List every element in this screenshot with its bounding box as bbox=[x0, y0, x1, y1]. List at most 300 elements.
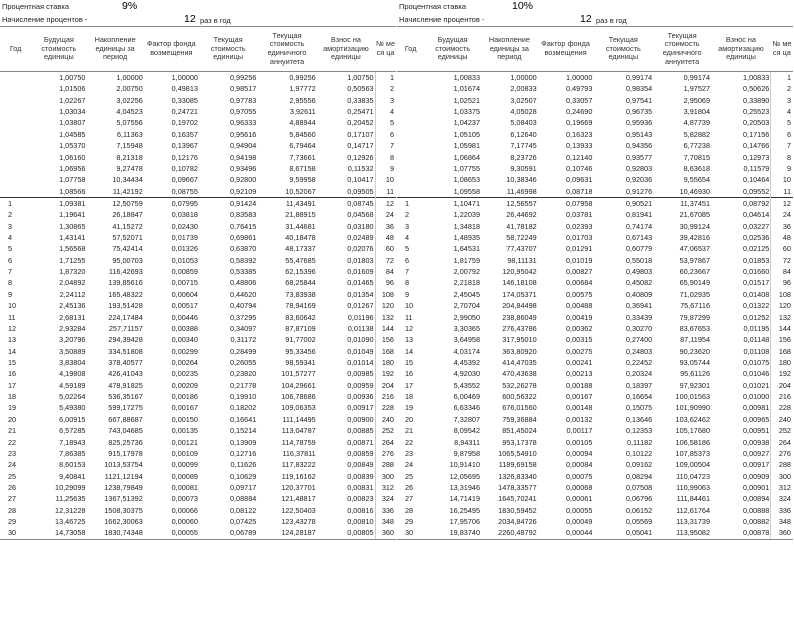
cell-annuity-present-value: 3,91804 bbox=[683, 107, 711, 117]
cell-future-value: 16,25495 bbox=[449, 505, 481, 515]
cell-year: 4 bbox=[8, 233, 13, 243]
cell-annuity-present-value: 106,78686 bbox=[281, 392, 316, 402]
cell-accumulation: 193,51428 bbox=[108, 301, 143, 311]
cell-sinking-fund-factor: 0,00446 bbox=[171, 312, 198, 322]
cell-amortization-payment: 0,00805 bbox=[317, 527, 375, 539]
cell-present-value: 0,21778 bbox=[229, 380, 257, 390]
cell-present-value: 0,12716 bbox=[229, 448, 257, 458]
cell-accumulation: 4,04523 bbox=[116, 107, 143, 117]
cell-sinking-fund-factor: 0,00075 bbox=[566, 471, 593, 481]
cell-annuity-present-value: 4,88944 bbox=[289, 118, 316, 128]
cell-future-value: 1,08566 bbox=[59, 186, 86, 196]
cell-future-value: 1,81759 bbox=[453, 255, 481, 265]
cell-accumulation: 5,07556 bbox=[116, 118, 143, 128]
cell-accumulation: 224,17484 bbox=[108, 312, 143, 322]
cell-amortization-payment: 1,00833 bbox=[742, 73, 770, 82]
cell-annuity-present-value: 105,17680 bbox=[675, 426, 711, 436]
cell-year: 7 bbox=[8, 267, 13, 277]
cell-annuity-present-value: 98,59341 bbox=[285, 357, 316, 367]
cell-accumulation: 2034,84726 bbox=[498, 517, 537, 527]
cell-future-value: 1,01506 bbox=[59, 84, 86, 94]
cell-amortization-payment: 0,00909 bbox=[742, 471, 770, 481]
cell-year bbox=[397, 186, 424, 198]
cell-present-value: 0,74174 bbox=[625, 221, 653, 231]
cell-month-number: 252 bbox=[771, 425, 793, 436]
cell-annuity-present-value: 104,29661 bbox=[281, 380, 316, 390]
annual-row bbox=[397, 209, 793, 220]
cell-month-number: 336 bbox=[375, 505, 396, 516]
cell-present-value: 0,08122 bbox=[229, 505, 257, 515]
cell-future-value: 6,00469 bbox=[453, 392, 481, 402]
column-header-month-number: № ме ся ца bbox=[375, 27, 396, 72]
cell-sinking-fund-factor: 0,01019 bbox=[566, 255, 593, 265]
cell-sinking-fund-factor: 0,33085 bbox=[171, 95, 198, 105]
cell-present-value: 0,44620 bbox=[229, 289, 257, 299]
cell-amortization-payment: 0,00882 bbox=[742, 517, 770, 527]
cell-amortization-payment: 0,50626 bbox=[742, 84, 770, 94]
cell-sinking-fund-factor: 0,00827 bbox=[566, 267, 593, 277]
cell-present-value: 0,97541 bbox=[625, 95, 653, 105]
cell-amortization-payment: 0,01021 bbox=[742, 380, 770, 390]
cell-month-number: 216 bbox=[771, 391, 793, 402]
cell-present-value: 0,11182 bbox=[626, 437, 653, 447]
annual-row bbox=[397, 197, 793, 209]
table-panel-right bbox=[397, 0, 793, 540]
cell-sinking-fund-factor: 0,00517 bbox=[171, 301, 198, 311]
cell-accumulation: 116,42693 bbox=[108, 267, 143, 277]
cell-annuity-present-value: 95,61126 bbox=[680, 369, 711, 379]
cell-accumulation: 26,44692 bbox=[506, 210, 537, 220]
cell-accumulation: 378,40577 bbox=[108, 357, 143, 367]
cell-month-number: 228 bbox=[771, 402, 793, 413]
cell-sinking-fund-factor: 0,24721 bbox=[171, 107, 198, 117]
cell-month-number: 2 bbox=[771, 83, 793, 94]
cell-year: 21 bbox=[405, 426, 414, 436]
annual-row bbox=[397, 505, 793, 516]
cell-sinking-fund-factor: 0,00105 bbox=[566, 437, 593, 447]
cell-sinking-fund-factor: 0,00264 bbox=[171, 357, 198, 367]
cell-future-value: 1,56568 bbox=[59, 244, 86, 254]
monthly-row bbox=[0, 117, 396, 128]
cell-annuity-present-value: 91,77002 bbox=[285, 335, 316, 345]
monthly-row bbox=[0, 72, 396, 84]
cell-amortization-payment: 0,00894 bbox=[742, 494, 770, 504]
cell-annuity-present-value: 112,61764 bbox=[676, 505, 711, 515]
cell-accumulation: 759,36884 bbox=[502, 414, 537, 424]
cell-amortization-payment: 0,12926 bbox=[347, 152, 374, 162]
cell-annuity-present-value: 40,18478 bbox=[285, 233, 316, 243]
cell-future-value: 1,30865 bbox=[59, 221, 86, 231]
cell-amortization-payment: 0,00917 bbox=[347, 403, 374, 413]
cell-annuity-present-value: 111,14495 bbox=[282, 414, 316, 424]
cell-accumulation: 3,02256 bbox=[116, 95, 143, 105]
cell-month-number: 108 bbox=[771, 289, 793, 300]
cell-annuity-present-value: 1,97527 bbox=[683, 84, 711, 94]
cell-month-number: 120 bbox=[375, 300, 396, 311]
cell-annuity-present-value: 103,62462 bbox=[675, 414, 711, 424]
cell-year: 26 bbox=[8, 482, 17, 492]
cell-future-value: 11,25635 bbox=[55, 494, 86, 504]
cell-sinking-fund-factor: 0,00081 bbox=[171, 482, 198, 492]
cell-present-value: 0,83583 bbox=[229, 210, 257, 220]
annual-row bbox=[397, 527, 793, 539]
cell-year: 2 bbox=[8, 210, 13, 220]
cell-present-value: 0,92800 bbox=[229, 175, 257, 185]
cell-month-number: 5 bbox=[375, 117, 396, 128]
annual-row bbox=[397, 402, 793, 413]
cell-amortization-payment: 0,50563 bbox=[347, 84, 374, 94]
cell-sinking-fund-factor: 0,00419 bbox=[566, 312, 593, 322]
cell-amortization-payment: 0,17156 bbox=[742, 129, 770, 139]
cell-month-number: 348 bbox=[771, 516, 793, 527]
cell-month-number: 48 bbox=[375, 232, 396, 243]
cell-year: 20 bbox=[405, 414, 414, 424]
cell-annuity-present-value: 21,67085 bbox=[679, 210, 711, 220]
column-header-amortization-payment: Взнос на амортизацию единицы bbox=[317, 27, 375, 72]
rate-value: 10% bbox=[512, 0, 534, 12]
cell-accumulation: 851,45024 bbox=[502, 426, 537, 436]
cell-present-value: 0,94904 bbox=[229, 141, 257, 151]
annual-row bbox=[397, 243, 793, 254]
cell-sinking-fund-factor: 0,00167 bbox=[171, 403, 198, 413]
cell-future-value: 14,71419 bbox=[449, 494, 481, 504]
cell-year: 16 bbox=[8, 369, 17, 379]
periods-value: 12 bbox=[580, 13, 592, 25]
cell-month-number: 60 bbox=[771, 243, 793, 254]
cell-sinking-fund-factor: 0,08755 bbox=[171, 186, 198, 196]
cell-annuity-present-value: 6,77238 bbox=[683, 141, 711, 151]
cell-accumulation: 953,17378 bbox=[502, 437, 537, 447]
annual-row bbox=[397, 266, 793, 277]
cell-future-value: 3,83804 bbox=[59, 357, 86, 367]
cell-year: 10 bbox=[405, 301, 414, 311]
cell-year: 12 bbox=[8, 323, 17, 333]
cell-accumulation: 165,48322 bbox=[108, 289, 143, 299]
cell-annuity-present-value: 9,59958 bbox=[289, 175, 316, 185]
cell-present-value: 0,16641 bbox=[229, 414, 257, 424]
cell-year: 25 bbox=[405, 471, 414, 481]
cell-annuity-present-value: 87,87109 bbox=[285, 323, 316, 333]
cell-year: 17 bbox=[8, 380, 17, 390]
annual-row bbox=[0, 505, 396, 516]
cell-accumulation: 8,23726 bbox=[510, 152, 537, 162]
cell-annuity-present-value: 106,58186 bbox=[675, 437, 711, 447]
cell-sinking-fund-factor: 0,13967 bbox=[171, 141, 198, 151]
cell-present-value: 0,40809 bbox=[625, 289, 653, 299]
cell-accumulation: 146,18108 bbox=[502, 278, 537, 288]
annual-row bbox=[397, 232, 793, 243]
cell-month-number: 204 bbox=[375, 380, 396, 391]
monthly-row bbox=[397, 83, 793, 94]
cell-amortization-payment: 0,03180 bbox=[347, 221, 374, 231]
cell-accumulation: 77,43707 bbox=[506, 244, 537, 254]
cell-month-number: 7 bbox=[771, 140, 793, 151]
cell-present-value: 0,36941 bbox=[625, 301, 653, 311]
cell-annuity-present-value: 10,52067 bbox=[285, 186, 316, 196]
cell-present-value: 0,12353 bbox=[625, 426, 653, 436]
cell-future-value: 6,63346 bbox=[453, 403, 481, 413]
cell-sinking-fund-factor: 0,00135 bbox=[171, 426, 198, 436]
cell-month-number: 72 bbox=[771, 255, 793, 266]
column-header-accumulation: Накопление единицы за период bbox=[86, 27, 143, 72]
cell-present-value: 0,06789 bbox=[199, 527, 257, 539]
annual-row bbox=[397, 300, 793, 311]
annual-row bbox=[397, 357, 793, 368]
cell-annuity-present-value: 111,84461 bbox=[676, 494, 711, 504]
column-header-year: Год bbox=[0, 27, 31, 72]
cell-present-value: 0,53385 bbox=[229, 267, 257, 277]
monthly-row bbox=[0, 163, 396, 174]
cell-future-value: 1,02521 bbox=[453, 95, 481, 105]
cell-accumulation: 1326,83340 bbox=[498, 471, 537, 481]
cell-month-number: 96 bbox=[771, 277, 793, 288]
cell-annuity-present-value: 117,83222 bbox=[281, 460, 316, 470]
monthly-row bbox=[0, 129, 396, 140]
cell-future-value: 7,86385 bbox=[59, 448, 86, 458]
cell-month-number: 168 bbox=[375, 346, 396, 357]
annual-row bbox=[0, 357, 396, 368]
cell-annuity-present-value: 21,88915 bbox=[285, 210, 316, 220]
cell-present-value: 0,49803 bbox=[625, 267, 653, 277]
cell-accumulation: 276,43786 bbox=[502, 323, 537, 333]
cell-amortization-payment: 0,01075 bbox=[742, 357, 770, 367]
cell-sinking-fund-factor: 0,19702 bbox=[171, 118, 198, 128]
cell-year bbox=[0, 163, 31, 174]
cell-present-value: 0,26055 bbox=[229, 357, 257, 367]
cell-month-number: 312 bbox=[375, 482, 396, 493]
cell-year: 28 bbox=[8, 505, 17, 515]
cell-amortization-payment: 0,01322 bbox=[742, 301, 770, 311]
cell-future-value: 9,87958 bbox=[453, 448, 481, 458]
annual-row bbox=[0, 482, 396, 493]
cell-annuity-present-value: 62,15396 bbox=[285, 267, 316, 277]
cell-amortization-payment: 0,01660 bbox=[742, 267, 770, 277]
cell-year bbox=[397, 140, 424, 151]
cell-annuity-present-value: 122,50403 bbox=[281, 505, 316, 515]
cell-year: 27 bbox=[405, 494, 414, 504]
cell-year: 27 bbox=[8, 494, 17, 504]
cell-amortization-payment: 0,25523 bbox=[742, 107, 770, 117]
cell-year: 5 bbox=[8, 244, 13, 254]
cell-year bbox=[0, 140, 31, 151]
cell-present-value: 0,98354 bbox=[625, 84, 653, 94]
cell-amortization-payment: 0,04614 bbox=[742, 210, 770, 220]
cell-year: 13 bbox=[405, 335, 414, 345]
column-header-annuity-present-value: Текущая стоимость единичного аннуитета bbox=[257, 27, 316, 72]
cell-present-value: 0,76415 bbox=[229, 221, 257, 231]
cell-annuity-present-value: 68,25844 bbox=[285, 278, 316, 288]
cell-sinking-fund-factor: 0,00575 bbox=[566, 289, 593, 299]
cell-accumulation: 2,00833 bbox=[510, 84, 537, 94]
cell-accumulation: 317,95010 bbox=[502, 335, 537, 345]
annual-row bbox=[0, 334, 396, 345]
cell-sinking-fund-factor: 0,00150 bbox=[171, 414, 198, 424]
cell-accumulation: 11,42192 bbox=[112, 186, 143, 196]
cell-present-value: 0,96735 bbox=[625, 107, 653, 117]
cell-sinking-fund-factor: 0,00186 bbox=[171, 392, 198, 402]
annual-row bbox=[0, 289, 396, 300]
cell-future-value: 8,60153 bbox=[59, 460, 86, 470]
cell-present-value: 0,37295 bbox=[229, 312, 257, 322]
cell-amortization-payment: 0,25471 bbox=[347, 107, 374, 117]
cell-present-value: 0,67143 bbox=[625, 233, 653, 243]
cell-amortization-payment: 0,01408 bbox=[742, 289, 770, 299]
cell-present-value: 0,30270 bbox=[625, 323, 653, 333]
cell-future-value: 1,07755 bbox=[453, 163, 481, 173]
cell-future-value: 5,49380 bbox=[59, 403, 86, 413]
header-row bbox=[397, 27, 793, 72]
cell-accumulation: 10,34434 bbox=[112, 175, 143, 185]
annual-row bbox=[0, 448, 396, 459]
cell-future-value: 4,92030 bbox=[453, 369, 481, 379]
cell-present-value: 0,07425 bbox=[229, 517, 257, 527]
cell-amortization-payment: 0,01196 bbox=[347, 312, 374, 322]
cell-present-value: 0,19910 bbox=[229, 392, 257, 402]
cell-annuity-present-value: 101,90990 bbox=[675, 403, 711, 413]
cell-present-value: 0,28499 bbox=[229, 346, 257, 356]
cell-annuity-present-value: 120,37701 bbox=[281, 482, 316, 492]
cell-amortization-payment: 0,00823 bbox=[347, 494, 374, 504]
cell-future-value: 1,06160 bbox=[59, 152, 86, 162]
cell-future-value: 1,10471 bbox=[424, 197, 481, 209]
cell-accumulation: 5,08403 bbox=[510, 118, 537, 128]
cell-year: 14 bbox=[405, 346, 414, 356]
column-header-present-value: Текущая стоимость единицы bbox=[199, 27, 257, 72]
cell-accumulation: 1645,70241 bbox=[498, 494, 537, 504]
cell-year bbox=[0, 174, 31, 185]
cell-sinking-fund-factor: 0,24690 bbox=[566, 107, 593, 117]
cell-future-value: 1,71255 bbox=[59, 255, 86, 265]
cell-month-number: 72 bbox=[375, 255, 396, 266]
cell-amortization-payment: 0,01090 bbox=[347, 335, 374, 345]
cell-present-value: 0,10122 bbox=[625, 448, 653, 458]
cell-present-value: 0,09162 bbox=[625, 460, 653, 470]
cell-annuity-present-value: 110,04723 bbox=[676, 471, 711, 481]
cell-future-value: 14,73058 bbox=[31, 527, 86, 539]
cell-amortization-payment: 0,01354 bbox=[347, 289, 374, 299]
cell-month-number: 9 bbox=[771, 163, 793, 174]
cell-sinking-fund-factor: 0,00684 bbox=[566, 278, 593, 288]
cell-annuity-present-value: 0,99256 bbox=[289, 73, 316, 82]
cell-month-number: 8 bbox=[771, 152, 793, 163]
cell-amortization-payment: 0,01049 bbox=[347, 346, 374, 356]
cell-annuity-present-value: 101,57277 bbox=[281, 369, 316, 379]
cell-amortization-payment: 0,00981 bbox=[742, 403, 770, 413]
cell-year: 29 bbox=[8, 517, 17, 527]
cell-future-value: 12,31228 bbox=[55, 505, 86, 515]
annual-row bbox=[0, 471, 396, 482]
cell-future-value: 2,45136 bbox=[59, 301, 86, 311]
cell-sinking-fund-factor: 0,00089 bbox=[171, 471, 198, 481]
cell-annuity-present-value: 0,99174 bbox=[683, 73, 711, 82]
cell-month-number: 12 bbox=[771, 197, 793, 209]
cell-future-value: 1,08653 bbox=[453, 175, 481, 185]
cell-future-value: 19,83740 bbox=[424, 527, 481, 539]
cell-amortization-payment: 0,01609 bbox=[347, 267, 374, 277]
cell-annuity-present-value: 83,60642 bbox=[285, 312, 316, 322]
column-header-sinking-fund-factor: Фактор фонда возмещения bbox=[144, 27, 199, 72]
cell-present-value: 0,18202 bbox=[229, 403, 257, 413]
cell-future-value: 1,01674 bbox=[453, 84, 481, 94]
cell-present-value: 0,08294 bbox=[625, 471, 653, 481]
annual-row bbox=[397, 255, 793, 266]
monthly-row bbox=[397, 140, 793, 151]
cell-annuity-present-value: 7,70815 bbox=[683, 152, 711, 162]
cell-future-value: 4,03174 bbox=[453, 346, 481, 356]
cell-year bbox=[0, 152, 31, 163]
cell-year: 9 bbox=[8, 289, 13, 299]
cell-month-number: 288 bbox=[375, 459, 396, 470]
cell-month-number: 360 bbox=[771, 527, 793, 539]
cell-year bbox=[0, 83, 31, 94]
cell-present-value: 0,95143 bbox=[625, 129, 653, 139]
cell-month-number: 8 bbox=[375, 152, 396, 163]
cell-amortization-payment: 0,00927 bbox=[742, 448, 770, 458]
cell-sinking-fund-factor: 0,00066 bbox=[171, 505, 198, 515]
cell-month-number: 144 bbox=[375, 323, 396, 334]
cell-future-value: 3,20796 bbox=[59, 335, 86, 345]
cell-month-number: 240 bbox=[771, 414, 793, 425]
cell-sinking-fund-factor: 0,00068 bbox=[566, 482, 593, 492]
annual-row bbox=[397, 459, 793, 470]
rate-label: Процентная ставка bbox=[2, 2, 70, 11]
cell-amortization-payment: 0,08745 bbox=[317, 197, 375, 209]
cell-month-number: 12 bbox=[375, 197, 396, 209]
annual-row bbox=[397, 334, 793, 345]
cell-present-value: 0,11626 bbox=[230, 460, 257, 470]
cell-amortization-payment: 0,00900 bbox=[347, 414, 374, 424]
cell-year: 3 bbox=[405, 221, 410, 231]
cell-annuity-present-value: 31,44681 bbox=[285, 221, 316, 231]
monthly-row bbox=[397, 117, 793, 128]
cell-accumulation: 139,85616 bbox=[108, 278, 143, 288]
cell-accumulation: 363,80920 bbox=[502, 346, 537, 356]
cell-amortization-payment: 0,09552 bbox=[742, 186, 770, 196]
annual-row bbox=[397, 437, 793, 448]
cell-present-value: 0,16654 bbox=[625, 392, 653, 402]
cell-sinking-fund-factor: 0,01739 bbox=[171, 233, 198, 243]
cell-amortization-payment: 0,14717 bbox=[347, 141, 374, 151]
cell-sinking-fund-factor: 0,10746 bbox=[566, 163, 593, 173]
cell-future-value: 4,19808 bbox=[59, 369, 86, 379]
cell-future-value: 2,70704 bbox=[453, 301, 481, 311]
cell-amortization-payment: 0,02076 bbox=[347, 244, 374, 254]
cell-accumulation: 600,56322 bbox=[502, 392, 537, 402]
cell-future-value: 9,40841 bbox=[59, 471, 86, 481]
cell-future-value: 13,46725 bbox=[55, 517, 86, 527]
cell-year: 1 bbox=[0, 197, 31, 209]
cell-annuity-present-value: 113,31739 bbox=[676, 517, 711, 527]
cell-present-value: 0,99174 bbox=[625, 73, 653, 82]
annual-row bbox=[0, 414, 396, 425]
cell-year bbox=[397, 174, 424, 185]
cell-sinking-fund-factor: 0,00060 bbox=[171, 517, 198, 527]
annual-row bbox=[397, 312, 793, 323]
cell-month-number: 84 bbox=[771, 266, 793, 277]
cell-year: 25 bbox=[8, 471, 17, 481]
cell-accumulation: 743,04685 bbox=[108, 426, 143, 436]
cell-accumulation: 478,91825 bbox=[108, 380, 143, 390]
cell-future-value: 1,07758 bbox=[59, 175, 86, 185]
cell-annuity-present-value: 73,83938 bbox=[285, 289, 316, 299]
cell-accumulation: 2260,48792 bbox=[481, 527, 538, 539]
column-header-sinking-fund-factor: Фактор фонда возмещения bbox=[538, 27, 594, 72]
cell-sinking-fund-factor: 0,00235 bbox=[171, 369, 198, 379]
cell-amortization-payment: 0,00849 bbox=[347, 460, 374, 470]
cell-amortization-payment: 0,02489 bbox=[347, 233, 374, 243]
cell-sinking-fund-factor: 0,00044 bbox=[538, 527, 594, 539]
cell-accumulation: 95,00703 bbox=[112, 255, 143, 265]
